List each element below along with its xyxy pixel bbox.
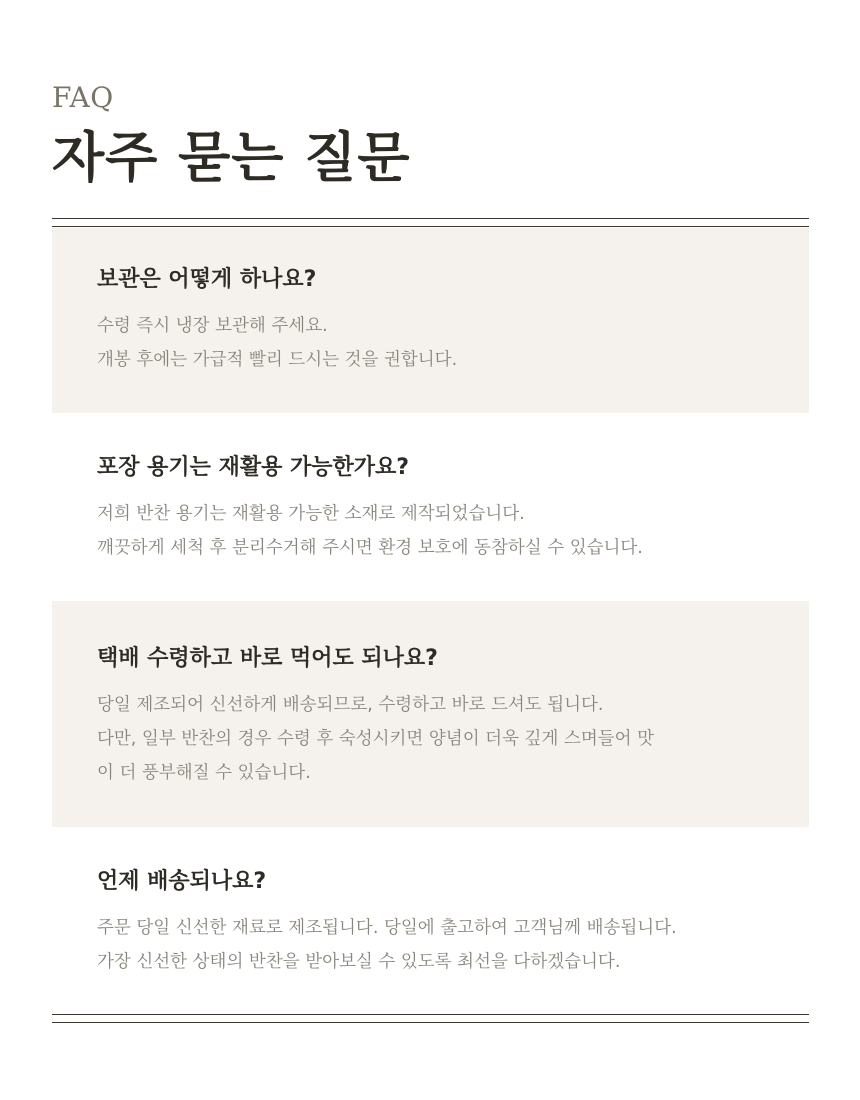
faq-answer <box>97 688 779 790</box>
faq-item-storage <box>52 228 809 413</box>
faq-answer-line: 당일 제조되어 신선하게 배송되므로, 수령하고 바로 드셔도 됩니다. <box>97 695 604 715</box>
faq-answer <box>97 497 779 565</box>
faq-item-delivery-eat <box>52 601 809 827</box>
faq-answer-line: 수령 즉시 냉장 보관해 주세요. <box>97 316 328 336</box>
faq-answer-line: 개봉 후에는 가급적 빨리 드시는 것을 권합니다. <box>97 350 458 370</box>
faq-answer-line: 주문 당일 신선한 재료로 제조됩니다. 당일에 출고하여 고객님께 배송됩니다. <box>97 918 677 938</box>
faq-eyebrow: FAQ <box>52 81 114 114</box>
bottom-divider-line-2 <box>52 1022 809 1023</box>
faq-answer-line: 이 더 풍부해질 수 있습니다. <box>97 763 311 783</box>
faq-question: 택배 수령하고 바로 먹어도 되나요? <box>97 646 438 671</box>
faq-answer <box>97 911 779 979</box>
faq-item-shipping-time <box>52 827 809 1013</box>
faq-answer-line: 다만, 일부 반찬의 경우 수령 후 숙성시키면 양념이 더욱 깊게 스며들어 맛 <box>97 729 654 749</box>
bottom-divider-line-1 <box>52 1014 809 1015</box>
faq-question: 언제 배송되나요? <box>97 869 267 894</box>
faq-item-packaging <box>52 413 809 601</box>
page-title: 자주 묻는 질문 <box>52 125 411 189</box>
faq-answer-line: 저희 반찬 용기는 재활용 가능한 소재로 제작되었습니다. <box>97 504 525 524</box>
faq-answer-line: 가장 신선한 상태의 반찬을 받아보실 수 있도록 최선을 다하겠습니다. <box>97 952 621 972</box>
faq-question: 포장 용기는 재활용 가능한가요? <box>97 455 410 480</box>
top-divider-line-1 <box>52 218 809 219</box>
top-divider-line-2 <box>52 226 809 227</box>
faq-answer-line: 깨끗하게 세척 후 분리수거해 주시면 환경 보호에 동참하실 수 있습니다. <box>97 538 643 558</box>
faq-question: 보관은 어떻게 하나요? <box>97 267 317 292</box>
faq-answer <box>97 309 779 377</box>
